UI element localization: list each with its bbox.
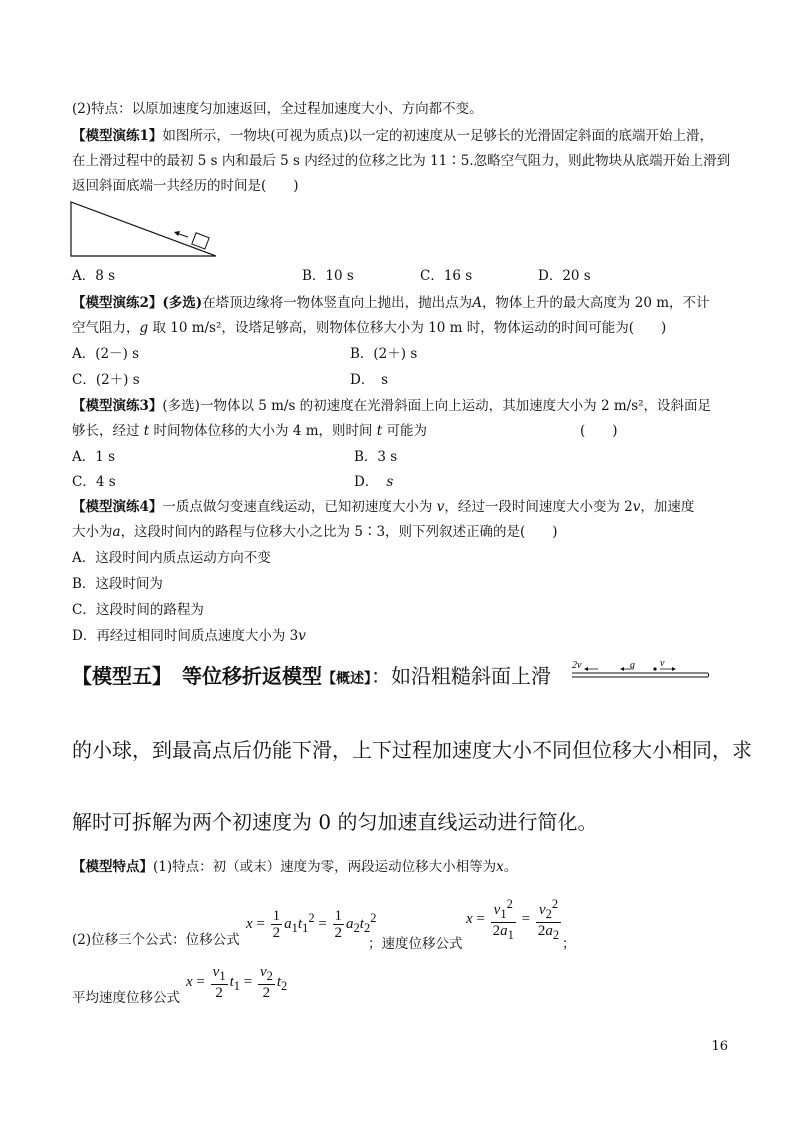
q2-option-d[interactable]: D． s	[350, 372, 389, 388]
q3-option-a[interactable]: A．1 s	[72, 449, 116, 465]
q1-line-2: 在上滑过程中的最初 5 s 内和最后 5 s 内经过的位移之比为 11∶5.忽略空气阻力，则此物块从底端开始上滑到	[72, 153, 731, 169]
q3-line-1: 【模型演练3】(多选)一物体以 5 m/s 的初速度在光滑斜面上向上运动，其加速度大小为 2 m/s²，设斜面足	[72, 398, 712, 414]
q1-option-a[interactable]: A．8 s	[72, 268, 116, 284]
q3-answer-paren: ( )	[580, 423, 618, 439]
formula-end: ；	[562, 936, 576, 952]
fold-back-figure	[568, 656, 720, 684]
q1-line-3: 返回斜面底端一共经历的时间是( )	[72, 178, 299, 194]
q3-option-d[interactable]: D． s	[354, 474, 394, 490]
feature-line-3-label: 平均速度位移公式	[72, 990, 180, 1006]
svg-text:a: a	[630, 660, 635, 671]
q2-line-1: 【模型演练2】(多选)在塔顶边缘将一物体竖直向上抛出，抛出点为A，物体上升的最大高度为 20 m，不计	[72, 295, 710, 311]
model5-intro-2: 的小球，到最高点后仍能下滑，上下过程加速度大小不同但位移大小相同，求	[72, 738, 752, 762]
q4-option-c[interactable]: C．这段时间的路程为	[72, 602, 204, 618]
feature-line-2: (2)特点：以原加速度匀加速返回，全过程加速度大小、方向都不变。	[72, 101, 483, 117]
model5-heading: 【模型五】 等位移折返模型【概述】：如沿粗糙斜面上滑	[72, 664, 551, 688]
q3-option-b[interactable]: B．3 s	[354, 449, 398, 465]
q2-option-a[interactable]: A．(2－) s	[72, 346, 140, 362]
q1-option-b[interactable]: B．10 s	[302, 268, 354, 284]
q4-line-2: 大小为a，这段时间内的路程与位移大小之比为 5∶3，则下列叙述正确的是( )	[72, 524, 558, 540]
displacement-formula: x = $\frac{1}{2}$ $a_1t_1^2$ = $\frac{1}{2}$ $a_2t_2^2$	[246, 908, 377, 941]
velocity-displacement-formula: x = $\frac{v_1^2}{2a_1}$ = $\frac{v_2^2}{2a_2}$	[466, 897, 560, 942]
q1-option-c[interactable]: C．16 s	[420, 268, 473, 284]
q4-option-d[interactable]: D．再经过相同时间质点速度大小为 3v	[72, 628, 306, 644]
model5-intro-3: 解时可拆解为两个初速度为 0 的匀加速直线运动进行简化。	[72, 810, 598, 834]
q2-line-2: 空气阻力，g 取 10 m/s²，设塔足够高，则物体位移大小为 10 m 时，物体运动的时间可能为( )	[72, 320, 667, 336]
feature-line-2-label: (2)位移三个公式：位移公式	[72, 932, 240, 948]
q1-option-d[interactable]: D．20 s	[538, 268, 591, 284]
q1-line-1: 【模型演练1】如图所示，一物块(可视为质点)以一定的初速度从一足够长的光滑固定斜面的底端开始上滑，	[72, 128, 713, 144]
average-velocity-formula: x = $\frac{v_1}{2}$ $t_1$ = $\frac{v_2}{2}$ $t_2$	[186, 964, 288, 1001]
feature-line-1: 【模型特点】(1)特点：初（或末）速度为零，两段运动位移大小相等为x。	[72, 859, 518, 875]
q2-option-b[interactable]: B．(2＋) s	[350, 346, 418, 362]
q2-option-c[interactable]: C．(2＋) s	[72, 372, 140, 388]
formula-separator: ；速度位移公式	[368, 936, 463, 952]
q3-line-2: 够长，经过 t 时间物体位移的大小为 4 m，则时间 t 可能为	[72, 423, 428, 439]
q4-option-b[interactable]: B．这段时间为	[72, 576, 163, 592]
q3-option-c[interactable]: C．4 s	[72, 474, 116, 490]
q4-option-a[interactable]: A．这段时间内质点运动方向不变	[72, 550, 271, 566]
svg-text:v: v	[660, 658, 665, 669]
incline-figure	[70, 200, 220, 260]
page-number: 16	[711, 1039, 728, 1054]
svg-text:2v: 2v	[572, 660, 582, 671]
q4-line-1: 【模型演练4】一质点做匀变速直线运动，已知初速度大小为 v，经过一段时间速度大小变为 2v，加速度	[72, 499, 695, 515]
